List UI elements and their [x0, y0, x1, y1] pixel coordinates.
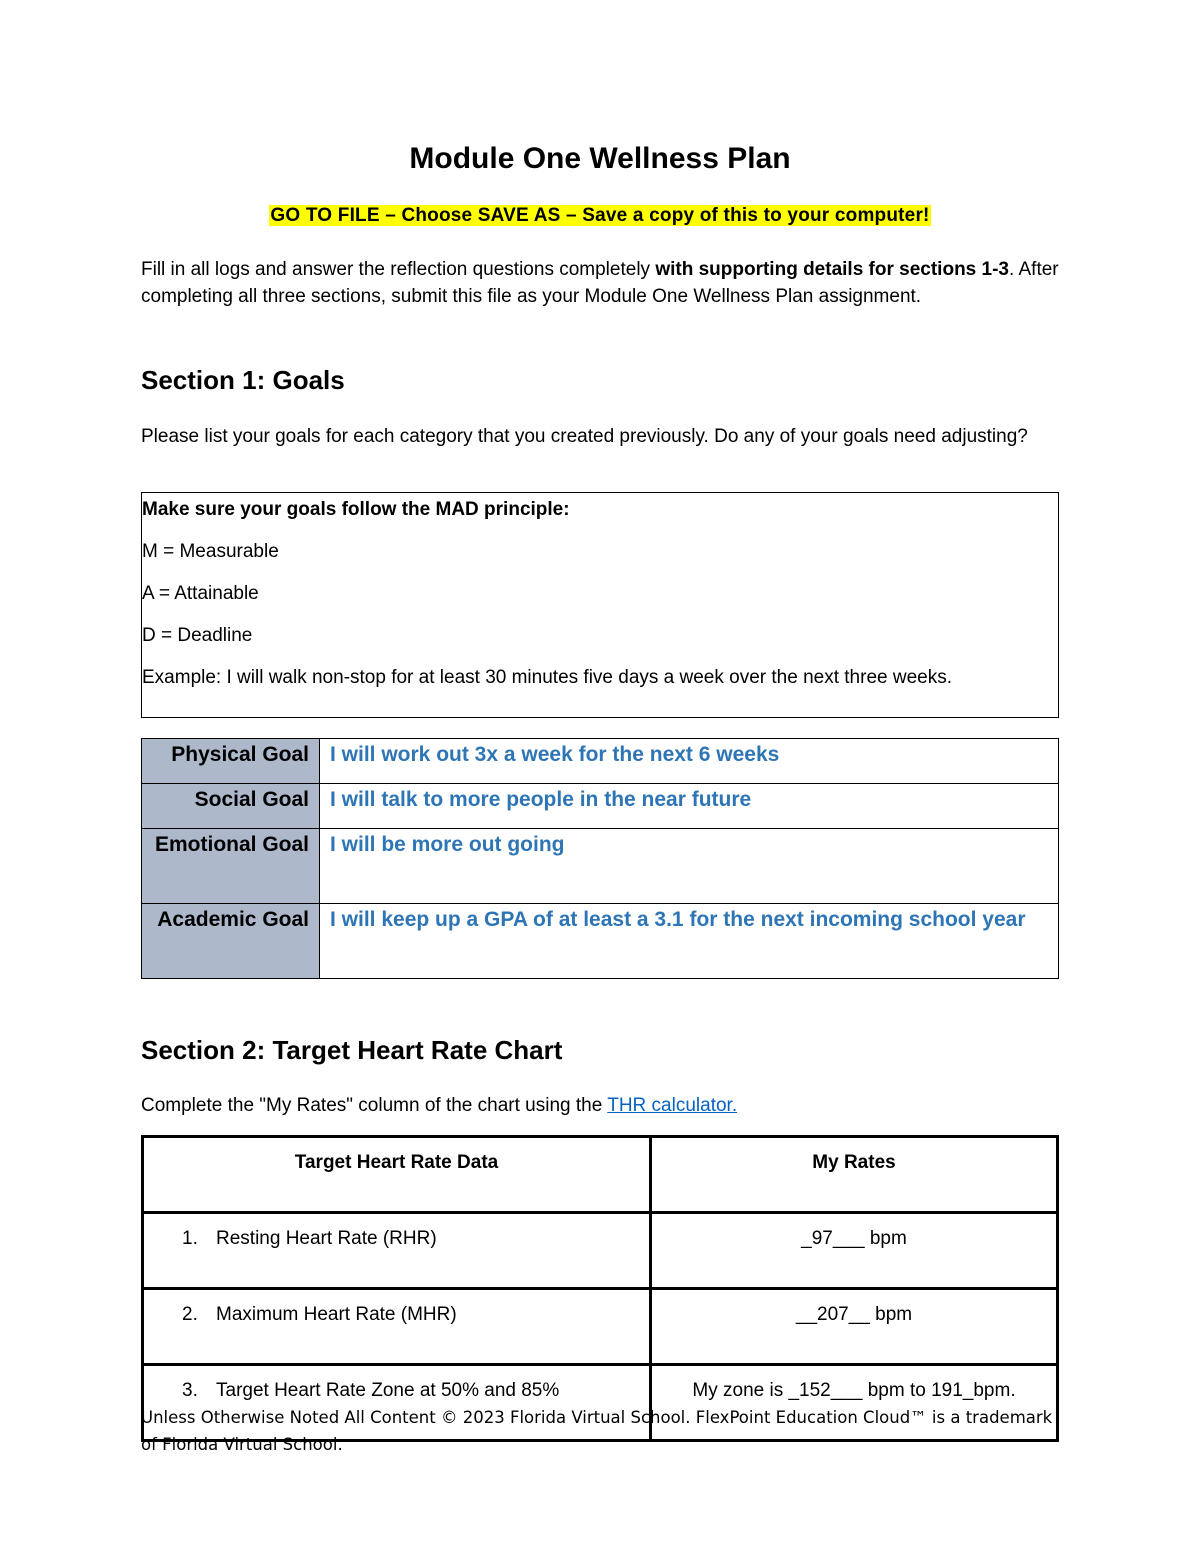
intro-paragraph — [141, 256, 1059, 310]
goal-label: Physical Goal — [142, 739, 320, 784]
column-header-rates: My Rates — [651, 1137, 1058, 1213]
thr-calculator-link[interactable]: THR calculator. — [607, 1095, 738, 1116]
heart-rate-label-cell — [143, 1289, 651, 1365]
goal-value[interactable]: I will be more out going — [320, 829, 1059, 904]
table-row — [143, 1289, 1058, 1365]
section2-heading: Section 2: Target Heart Rate Chart — [141, 1035, 563, 1065]
mad-principle-box — [141, 492, 1059, 718]
heart-rate-table — [141, 1135, 1059, 1442]
row-number: 3. — [182, 1380, 198, 1401]
goals-table — [141, 738, 1059, 979]
save-banner-text: GO TO FILE – Choose SAVE AS – Save a copy of this to your computer! — [270, 205, 930, 226]
mad-attainable: A = Attainable — [142, 583, 259, 604]
intro-text-2: . After completing all three sections, submit this file as your Module One Wellness Plan assignment. — [141, 259, 1059, 307]
goal-row-emotional — [142, 829, 1059, 904]
table-row — [143, 1213, 1058, 1289]
goal-row-academic — [142, 904, 1059, 979]
goal-row-physical — [142, 739, 1059, 784]
heart-rate-label-cell — [143, 1213, 651, 1289]
copyright-footer: Unless Otherwise Noted All Content © 2023 Florida Virtual School. FlexPoint Education Cloud™ is a trademark of Florida Virtual School. — [141, 1408, 1053, 1454]
mad-measurable: M = Measurable — [142, 541, 279, 562]
heart-rate-header-row — [143, 1137, 1058, 1213]
goal-row-social — [142, 784, 1059, 829]
row-number: 1. — [182, 1228, 198, 1249]
goal-value[interactable]: I will work out 3x a week for the next 6 weeks — [320, 739, 1059, 784]
heart-rate-value[interactable]: _97___ bpm — [651, 1213, 1058, 1289]
goal-value[interactable]: I will talk to more people in the near future — [320, 784, 1059, 829]
intro-text-1: Fill in all logs and answer the reflection questions completely — [141, 259, 656, 280]
mad-deadline: D = Deadline — [142, 625, 253, 646]
row-label: Resting Heart Rate (RHR) — [216, 1228, 437, 1249]
goal-label: Social Goal — [142, 784, 320, 829]
section1-prompt: Please list your goals for each category that you created previously. Do any of your goals need adjusting? — [141, 426, 1028, 447]
row-number: 2. — [182, 1304, 198, 1325]
section1-heading: Section 1: Goals — [141, 365, 345, 395]
heart-rate-value[interactable]: __207__ bpm — [651, 1289, 1058, 1365]
save-banner — [141, 205, 1059, 227]
section2-prompt-text: Complete the "My Rates" column of the chart using the — [141, 1095, 608, 1116]
page-title: Module One Wellness Plan — [409, 142, 791, 175]
goal-value[interactable]: I will keep up a GPA of at least a 3.1 for the next incoming school year — [320, 904, 1059, 979]
mad-example: Example: I will walk non-stop for at least 30 minutes five days a week over the next three weeks. — [142, 667, 952, 688]
heart-rate-value[interactable]: My zone is _152___ bpm to 191_bpm. — [651, 1365, 1058, 1441]
row-label: Target Heart Rate Zone at 50% and 85% — [216, 1380, 560, 1401]
mad-heading: Make sure your goals follow the MAD principle: — [142, 499, 570, 520]
intro-bold-text: with supporting details for sections 1-3 — [655, 259, 1009, 280]
goal-label: Emotional Goal — [142, 829, 320, 904]
goal-label: Academic Goal — [142, 904, 320, 979]
row-label: Maximum Heart Rate (MHR) — [216, 1304, 457, 1325]
section2-prompt — [141, 1093, 1059, 1119]
column-header-data: Target Heart Rate Data — [143, 1137, 651, 1213]
